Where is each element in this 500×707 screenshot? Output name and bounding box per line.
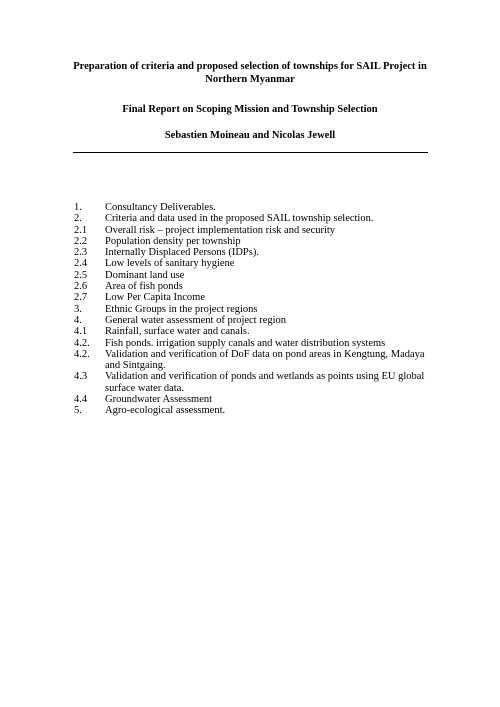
toc-item bbox=[74, 394, 434, 405]
toc-item-number: 2.7 bbox=[74, 292, 88, 304]
toc-item bbox=[74, 304, 434, 315]
toc-item-text: Low Per Capita Income bbox=[105, 292, 206, 304]
document-header bbox=[60, 61, 440, 142]
toc-item bbox=[74, 405, 434, 416]
toc-item-text: Fish ponds. irrigation supply canals and water distribution systems bbox=[105, 337, 386, 349]
toc-item-text: Rainfall, surface water and canals. bbox=[105, 326, 250, 338]
toc-item-text: Population density per township bbox=[105, 235, 241, 247]
toc-item-number: 2.6 bbox=[74, 281, 88, 293]
table-of-contents bbox=[74, 202, 434, 417]
toc-item-number: 2.2 bbox=[74, 235, 88, 247]
toc-item bbox=[74, 202, 434, 213]
toc-item-text: Consultancy Deliverables. bbox=[105, 202, 216, 213]
document-title: Preparation of criteria and proposed selection of townships for SAIL Project in Northern Myanmar bbox=[73, 61, 427, 85]
toc-item bbox=[74, 349, 434, 372]
toc-item-text: Overall risk – project implementation risk and security bbox=[105, 224, 336, 236]
toc-item bbox=[74, 292, 434, 303]
toc-item-text: Low levels of sanitary hygiene bbox=[105, 258, 235, 270]
toc-item-text: Ethnic Groups in the project regions bbox=[105, 303, 258, 315]
toc-item bbox=[74, 247, 434, 258]
toc-item-number: 4.2. bbox=[74, 348, 90, 360]
toc-item-number: 4.4 bbox=[74, 394, 88, 406]
toc-item bbox=[74, 338, 434, 349]
toc-item bbox=[74, 326, 434, 337]
toc-item-text: Validation and verification of ponds and wetlands as points using EU global surface water data. bbox=[105, 371, 425, 394]
toc-item-number: 4.3 bbox=[74, 371, 88, 383]
toc-item bbox=[74, 225, 434, 236]
toc-item bbox=[74, 236, 434, 247]
toc-item-number: 2.1 bbox=[74, 224, 88, 236]
toc-item bbox=[74, 258, 434, 269]
toc-item-text: Area of fish ponds bbox=[105, 281, 183, 293]
toc-item bbox=[74, 270, 434, 281]
toc-item-number: 2.3 bbox=[74, 247, 88, 259]
toc-item-text: Agro-ecological assessment. bbox=[105, 405, 226, 417]
toc-item-number: 2.5 bbox=[74, 269, 88, 281]
toc-item bbox=[74, 281, 434, 292]
toc-item bbox=[74, 315, 434, 326]
toc-item-number: 2.4 bbox=[74, 258, 88, 270]
toc-item-number: 4.1 bbox=[74, 326, 88, 338]
toc-item bbox=[74, 213, 434, 224]
toc-item-number: 4.2. bbox=[74, 337, 90, 349]
toc-item-number: 2. bbox=[74, 213, 82, 225]
toc-item-text: Validation and verification of DoF data on pond areas in Kengtung, Madaya and Sintgaing. bbox=[105, 348, 425, 372]
toc-item bbox=[74, 371, 434, 394]
toc-item-number: 5. bbox=[74, 405, 82, 417]
toc-item-text: Dominant land use bbox=[105, 269, 185, 281]
toc-item-text: Groundwater Assessment bbox=[105, 394, 213, 406]
toc-item-text: General water assessment of project region bbox=[105, 314, 287, 326]
toc-item-text: Internally Displaced Persons (IDPs). bbox=[105, 247, 259, 259]
document-subtitle: Final Report on Scoping Mission and Township Selection bbox=[122, 104, 378, 115]
header-divider bbox=[73, 152, 428, 153]
document-authors: Sebastien Moineau and Nicolas Jewell bbox=[164, 129, 336, 141]
toc-item-number: 4. bbox=[74, 314, 82, 326]
toc-item-number: 3. bbox=[74, 303, 82, 315]
toc-item-number: 1. bbox=[74, 202, 82, 213]
toc-item-text: Criteria and data used in the proposed SAIL township selection. bbox=[105, 213, 374, 225]
